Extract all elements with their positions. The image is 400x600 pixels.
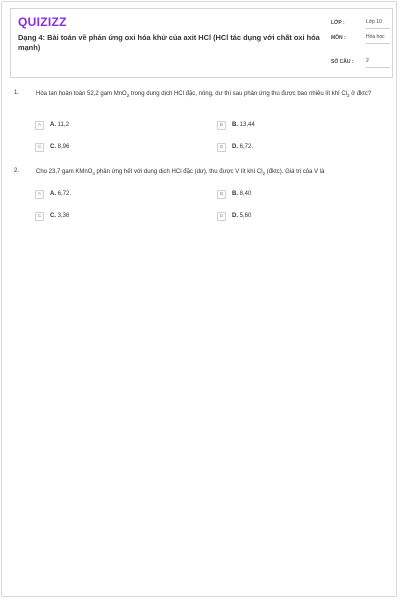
option-d[interactable] (217, 210, 251, 222)
subject-label: MÔN : (331, 35, 346, 41)
option-letter: A. (50, 191, 56, 197)
option-letter: C. (50, 213, 56, 219)
option-value: 3,36 (57, 213, 70, 219)
worksheet-page (1, 1, 397, 597)
option-label (232, 191, 251, 197)
option-label (50, 122, 69, 128)
option-c[interactable] (35, 210, 69, 222)
question-count-label: SỐ CÂU : (331, 59, 354, 65)
option-box[interactable]: C (35, 143, 44, 152)
option-box[interactable]: A (35, 190, 44, 199)
option-a[interactable] (35, 188, 71, 200)
option-value: 8,96 (57, 144, 70, 150)
question-text (36, 168, 383, 177)
subscript: 2 (126, 93, 130, 99)
option-label (232, 213, 251, 219)
option-label (232, 122, 255, 128)
option-box[interactable]: D (217, 143, 226, 152)
question-count-value: 2 (366, 58, 390, 68)
option-label (50, 213, 69, 219)
option-box[interactable]: D (217, 212, 226, 221)
option-c[interactable] (35, 141, 69, 153)
question-text-part: ở đktc? (349, 91, 372, 97)
option-value: 6,72. (57, 191, 72, 197)
question-text-part: trong dung dịch HCl đặc, nóng, dư thì sau phản ứng thu được bao nhiêu lít khí Cl (129, 91, 348, 97)
question-2 (14, 168, 384, 228)
option-value: 11,2 (57, 122, 69, 128)
question-number: 2. (14, 168, 20, 174)
class-label: LỚP : (331, 20, 345, 26)
question-text-part: (đktc). Giá trị của V là (265, 169, 325, 175)
worksheet-title: Dạng 4: Bài toán về phản ứng oxi hóa khử của axit HCl (HCl tác dụng với chất oxi hóa mạnh) (18, 33, 320, 52)
option-letter: B. (232, 122, 238, 128)
option-box[interactable]: B (217, 190, 226, 199)
quizizz-logo: QUIZIZZ (18, 15, 67, 29)
option-b[interactable] (217, 119, 255, 131)
subject-value: Hóa học (366, 34, 390, 44)
option-box[interactable]: A (35, 121, 44, 130)
option-letter: B. (232, 191, 238, 197)
question-text-part: Cho 23,7 gam KMnO (36, 169, 93, 175)
subscript: 2 (347, 93, 350, 99)
option-value: 5,60 (239, 213, 252, 219)
subscript: 4 (92, 171, 95, 177)
question-number: 1. (14, 90, 20, 96)
option-b[interactable] (217, 188, 251, 200)
option-value: 6,72. (239, 144, 254, 150)
option-letter: D. (232, 213, 238, 219)
question-text-part: Hòa tan hoàn toàn 52,2 gam MnO (36, 91, 127, 97)
question-1 (14, 90, 384, 160)
option-label (50, 191, 71, 197)
option-letter: D. (232, 144, 238, 150)
option-value: 13,44 (239, 122, 255, 128)
question-text-part: phản ứng hết với dung dịch HCl đặc (dư), thu được V lít khí Cl (94, 169, 263, 175)
option-letter: A. (50, 122, 56, 128)
option-a[interactable] (35, 119, 69, 131)
option-box[interactable]: C (35, 212, 44, 221)
option-letter: C. (50, 144, 56, 150)
class-value: Lớp 10 (366, 19, 390, 29)
option-label (232, 144, 253, 150)
subscript: 2 (262, 171, 266, 177)
option-value: 8,40 (239, 191, 252, 197)
question-text (36, 90, 383, 99)
option-d[interactable] (217, 141, 253, 153)
option-box[interactable]: B (217, 121, 226, 130)
worksheet-header (10, 8, 393, 78)
option-label (50, 144, 69, 150)
